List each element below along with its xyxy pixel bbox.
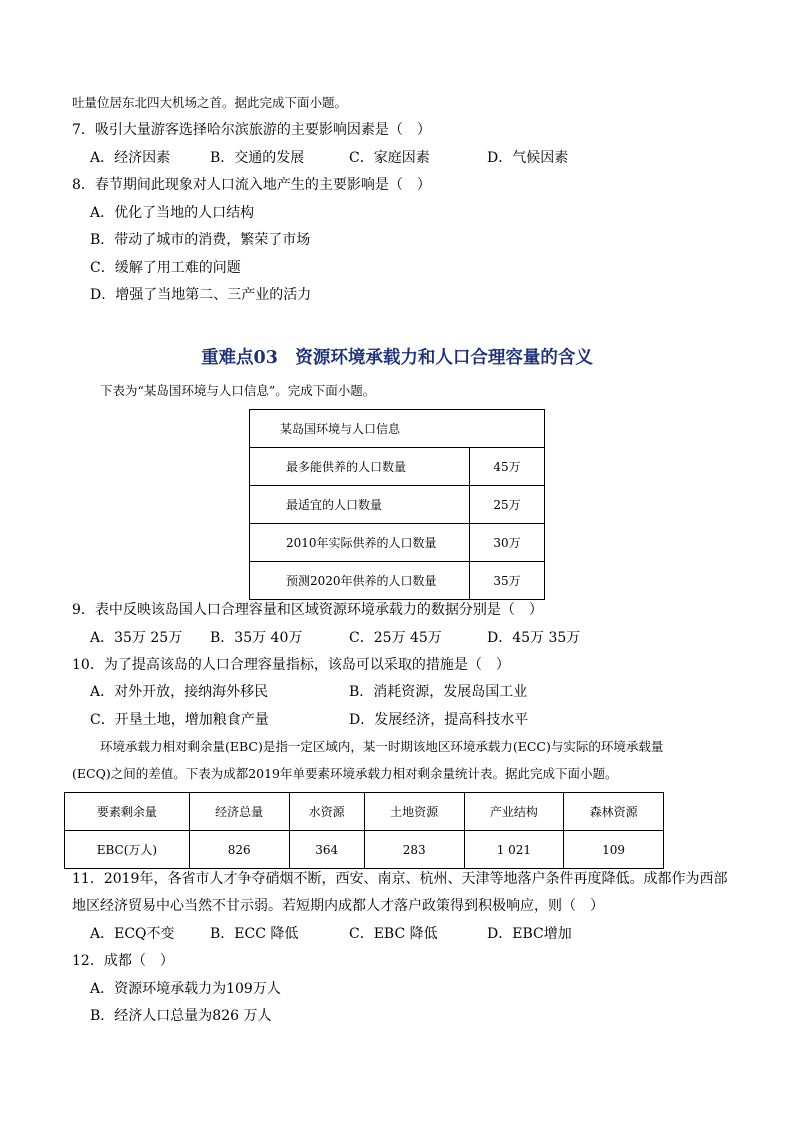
q10-option-d: D．发展经济，提高科技水平 — [349, 712, 529, 728]
q10-option-b: B．消耗资源，发展岛国工业 — [349, 684, 528, 700]
q8-option-b: B．带动了城市的消费，繁荣了市场 — [90, 232, 311, 248]
table-row — [250, 486, 545, 524]
q7-option-c: C．家庭因素 — [349, 150, 430, 166]
row-value: 25万 — [470, 486, 545, 524]
question-11-stem-line1: 11．2019年，各省市人才争夺硝烟不断，西安、南京、杭州、天津等地落户条件再度降低。成都作为西部 — [72, 871, 728, 887]
intro-text-tail: 吐量位居东北四大机场之首。据此完成下面小题。 — [72, 95, 348, 110]
table-title: 某岛国环境与人口信息 — [250, 410, 545, 448]
table-cell: 364 — [289, 831, 364, 869]
q8-option-a: A．优化了当地的人口结构 — [90, 205, 255, 221]
q12-option-a: A．资源环境承载力为109万人 — [90, 981, 281, 997]
q11-option-d: D．EBC增加 — [487, 926, 572, 942]
row-label: 最多能供养的人口数量 — [250, 448, 470, 486]
environment-population-table — [249, 409, 545, 600]
question-8-stem: 8．春节期间此现象对人口流入地产生的主要影响是（ ） — [72, 177, 431, 193]
q8-option-c: C．缓解了用工难的问题 — [90, 260, 241, 276]
q12-option-b: B．经济人口总量为826 万人 — [90, 1008, 272, 1024]
row-value: 35万 — [470, 562, 545, 600]
ebc-intro-line1: 环境承载力相对剩余量(EBC)是指一定区域内，某一时期该地区环境承载力(ECC)与实际的环境承载量 — [100, 739, 664, 754]
table-cell: 1 021 — [464, 831, 564, 869]
table-title-row — [250, 410, 545, 448]
q7-option-b: B．交通的发展 — [210, 150, 305, 166]
row-label: 预测2020年供养的人口数量 — [250, 562, 470, 600]
q11-option-b: B．ECC 降低 — [210, 926, 299, 942]
header-cell: 森林资源 — [564, 793, 664, 831]
q9-option-d: D．45万 35万 — [487, 630, 581, 646]
header-cell: 要素剩余量 — [65, 793, 190, 831]
table-cell: EBC(万人) — [65, 831, 190, 869]
q11-option-a: A．ECQ不变 — [90, 926, 175, 942]
q9-option-c: C．25万 45万 — [349, 630, 442, 646]
q8-option-d: D．增强了当地第二、三产业的活力 — [90, 287, 312, 303]
table-cell: 826 — [189, 831, 289, 869]
question-11-stem-line2: 地区经济贸易中心当然不甘示弱。若短期内成都人才落户政策得到积极响应，则（ ） — [72, 898, 604, 914]
ebc-intro-line2: (ECQ)之间的差值。下表为成都2019年单要素环境承载力相对剩余量统计表。据此完成下面小题。 — [72, 766, 618, 781]
q10-option-c: C．开垦土地，增加粮食产量 — [90, 712, 269, 728]
table-row — [250, 562, 545, 600]
table-cell: 283 — [364, 831, 464, 869]
question-12-stem: 12．成都（ ） — [72, 953, 174, 969]
row-value: 30万 — [470, 524, 545, 562]
q10-option-a: A．对外开放，接纳海外移民 — [90, 684, 269, 700]
ebc-statistics-table — [64, 792, 664, 869]
header-cell: 水资源 — [289, 793, 364, 831]
header-cell: 产业结构 — [464, 793, 564, 831]
question-9-stem: 9．表中反映该岛国人口合理容量和区域资源环境承载力的数据分别是（ ） — [72, 602, 543, 618]
question-7-stem: 7．吸引大量游客选择哈尔滨旅游的主要影响因素是（ ） — [72, 122, 431, 138]
q7-option-a: A．经济因素 — [90, 150, 171, 166]
row-value: 45万 — [470, 448, 545, 486]
table-row — [250, 448, 545, 486]
header-cell: 经济总量 — [189, 793, 289, 831]
question-10-stem: 10．为了提高该岛的人口合理容量指标，该岛可以采取的措施是（ ） — [72, 657, 510, 673]
row-label: 最适宜的人口数量 — [250, 486, 470, 524]
table-cell: 109 — [564, 831, 664, 869]
section-heading: 重难点03 资源环境承载力和人口合理容量的含义 — [201, 348, 593, 368]
q9-option-a: A．35万 25万 — [90, 630, 183, 646]
table-header-row — [65, 793, 664, 831]
table1-intro: 下表为“某岛国环境与人口信息”。完成下面小题。 — [100, 383, 376, 398]
header-cell: 土地资源 — [364, 793, 464, 831]
table-row — [250, 524, 545, 562]
q9-option-b: B．35万 40万 — [210, 630, 303, 646]
row-label: 2010年实际供养的人口数量 — [250, 524, 470, 562]
q7-option-d: D．气候因素 — [487, 150, 569, 166]
q11-option-c: C．EBC 降低 — [349, 926, 438, 942]
table-row — [65, 831, 664, 869]
